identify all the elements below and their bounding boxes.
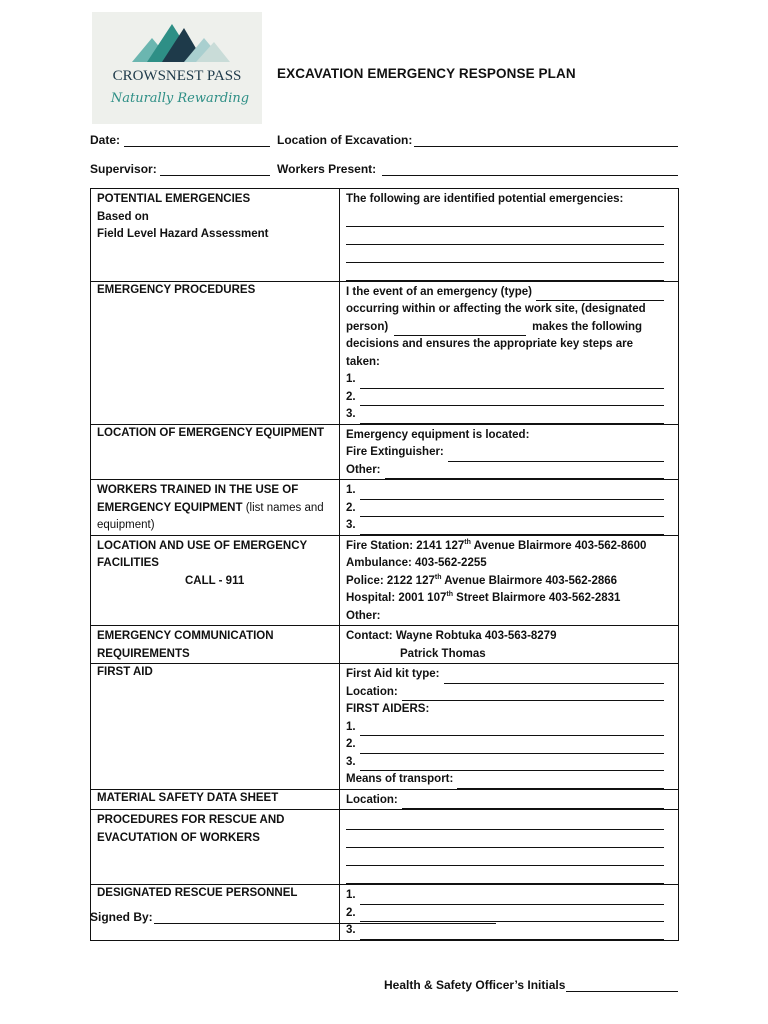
equipment-location-content [340,424,679,480]
kit-location-field[interactable] [402,687,664,701]
text: Street Blairmore 403-562-2831 [452,592,621,604]
trained-worker-2[interactable] [360,503,664,517]
trained-worker-3[interactable] [360,521,664,535]
other-equipment-field[interactable] [385,465,665,479]
label-line: Based on [97,210,149,223]
trained-worker-1[interactable] [360,486,664,500]
rescue-procedures-content [340,810,679,885]
text: Police: 2122 127 [346,574,435,587]
text: Avenue Blairmore 403-562-8600 [470,539,647,552]
row-rescue-procedures [91,810,679,885]
superscript: th [464,538,471,546]
procedure-step-2[interactable] [360,392,664,406]
row-msds [91,789,679,810]
first-aid-label: FIRST AID [91,664,340,790]
police-line [346,573,672,591]
label-text: EMERGENCY EQUIPMENT [97,501,243,514]
row-communication [91,626,679,664]
text: makes the following [532,320,643,333]
item-number: 1. [346,889,356,901]
blank-line[interactable] [346,245,664,263]
emergency-type-field[interactable] [536,287,664,301]
item-number: 3. [346,755,356,768]
procedure-step-3[interactable] [360,410,664,424]
row-rescue-personnel [91,885,679,941]
emergency-procedures-content [340,281,679,424]
label-line: REQUIREMENTS [97,647,190,660]
first-aider-3[interactable] [360,757,664,771]
workers-trained-label [91,480,340,536]
rescue-personnel-content [340,885,679,941]
text: occurring within or affecting the work site, (designated [346,303,646,315]
potential-emergencies-label [91,189,340,282]
text: decisions and ensures the appropriate key steps are [346,338,633,350]
location-field[interactable] [414,146,678,147]
communication-label [91,626,340,664]
item-number: 1. [346,373,356,385]
workers-trained-content [340,480,679,536]
workers-present-field[interactable] [382,175,678,176]
rescue-procedures-label [91,810,340,885]
msds-content [340,789,679,810]
first-aider-1[interactable] [360,722,664,736]
kit-type-field[interactable] [444,670,665,684]
emergency-facilities-label [91,535,340,626]
first-aider-2[interactable] [360,740,664,754]
text: Other: [346,463,381,476]
label-line: EVACUTATION OF WORKERS [97,831,260,844]
first-aiders-heading: FIRST AIDERS: [346,703,430,715]
blank-line[interactable] [346,263,664,281]
text: Fire Extinguisher: [346,446,444,458]
label-note: (list names and [245,501,324,514]
response-plan-table [90,188,679,941]
label-note: equipment) [97,519,155,531]
date-label: Date: [90,133,121,147]
msds-location-field[interactable] [402,795,664,809]
rescue-personnel-label: DESIGNATED RESCUE PERSONNEL [91,885,340,941]
location-label: Location of Excavation: [277,133,413,147]
supervisor-field[interactable] [160,175,270,176]
crowsnest-pass-logo [92,12,262,124]
signature-field[interactable] [154,923,496,924]
superscript: th [434,573,442,581]
blank-line[interactable] [346,848,664,866]
row-emergency-procedures [91,281,679,424]
blank-line[interactable] [346,227,664,245]
designated-person-field[interactable] [394,323,526,336]
blank-line[interactable] [346,830,664,848]
workers-present-label: Workers Present: [277,162,377,176]
rescue-person-2[interactable] [360,908,664,922]
text: Means of transport: [346,773,454,785]
text: taken: [346,355,380,368]
first-aid-content [340,664,679,790]
date-field[interactable] [124,146,270,147]
rescue-person-1[interactable] [360,891,664,905]
row-potential-emergencies [91,189,679,282]
rescue-person-3[interactable] [360,926,664,940]
logo-brand: CROWSNEST PASS [112,68,242,84]
item-number: 3. [346,924,356,936]
contact-line: Contact: Wayne Robtuka 403-563-8279 [346,630,557,642]
item-number: 3. [346,519,356,531]
row-first-aid [91,664,679,790]
blank-line[interactable] [346,209,664,227]
text: Location: [346,793,398,806]
initials-field[interactable] [566,991,678,992]
label-line: LOCATION AND USE OF EMERGENCY [97,539,308,552]
item-number: 1. [346,484,356,496]
logo-tagline: Naturally Rewarding [110,91,250,106]
label-line: EMERGENCY COMMUNICATION [97,630,274,642]
item-number: 1. [346,720,356,733]
row-equipment-location [91,424,679,480]
signed-by-label: Signed By: [90,910,153,924]
call-911: CALL - 911 [185,574,245,587]
procedure-step-1[interactable] [360,375,664,389]
text: Location: [346,685,398,698]
text: Hospital: 2001 107 [346,592,447,604]
label-line: POTENTIAL EMERGENCIES [97,193,251,205]
ambulance-line: Ambulance: 403-562-2255 [346,557,487,569]
row-emergency-facilities [91,535,679,626]
item-number: 2. [346,738,356,750]
emergency-procedures-label: EMERGENCY PROCEDURES [91,281,340,424]
item-number: 2. [346,501,356,514]
text: Emergency equipment is located: [346,428,530,441]
row-workers-trained [91,480,679,536]
text: Fire Station: 2141 127 [346,539,465,552]
mountain-logo-icon [92,12,262,124]
page-title: EXCAVATION EMERGENCY RESPONSE PLAN [277,66,576,81]
other-line: Other: [346,609,381,622]
fire-extinguisher-field[interactable] [448,448,664,462]
initials-label: Health & Safety Officer’s Initials [384,978,566,992]
superscript: th [446,591,453,599]
emergency-facilities-content [340,535,679,626]
supervisor-label: Supervisor: [90,162,157,176]
communication-content [340,626,679,664]
item-number: 2. [346,906,356,919]
hospital-line [346,590,672,608]
potential-emergencies-content [340,189,679,282]
item-number: 3. [346,408,356,420]
text: I the event of an emergency (type) [346,285,532,298]
blank-line[interactable] [346,866,664,884]
intro-text: The following are identified potential emergencies: [346,193,624,205]
label-line: Field Level Hazard Assessment [97,228,269,240]
item-number: 2. [346,390,356,403]
label-line: PROCEDURES FOR RESCUE AND [97,814,285,826]
msds-label: MATERIAL SAFETY DATA SHEET [91,789,340,810]
text: person) [346,320,389,333]
text: First Aid kit type: [346,668,440,680]
transport-field[interactable] [457,775,664,789]
label-line: WORKERS TRAINED IN THE USE OF [97,484,299,496]
blank-line[interactable] [346,812,664,830]
label-line: FACILITIES [97,557,159,569]
text: Avenue Blairmore 403-562-2866 [441,574,618,587]
contact-line: Patrick Thomas [400,647,486,660]
equipment-location-label: LOCATION OF EMERGENCY EQUIPMENT [91,424,340,480]
fire-station-line [346,538,672,556]
